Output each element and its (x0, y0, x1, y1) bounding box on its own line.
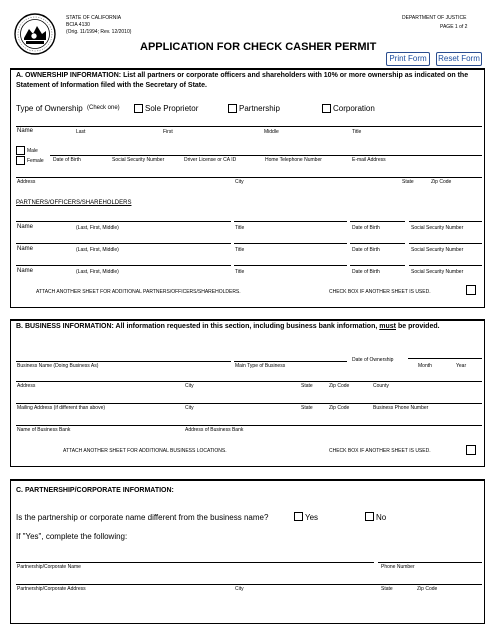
address-label: Address (17, 179, 36, 185)
business-state-label: State (301, 383, 313, 389)
mailing-address-line[interactable] (16, 403, 482, 404)
corp-phone-label: Phone Number (381, 564, 415, 570)
partner-1-name-label: Name (17, 224, 34, 230)
partner-1-dob-label: Date of Birth (352, 225, 380, 231)
business-address-label: Address (17, 383, 36, 389)
partner-3-dob-label: Date of Birth (352, 269, 380, 275)
section-a-heading: A. OWNERSHIP INFORMATION: List all partners or corporate officers and shareholders with 10% or more ownership as indicated on the Statement of Information filed with the Secretary of State. (16, 72, 469, 89)
main-type-label: Main Type of Business (235, 363, 286, 369)
first-label: First (163, 129, 173, 135)
header-form-id: BCIA 4130 (66, 22, 90, 28)
middle-label: Middle (264, 129, 279, 135)
partner-2-name-label: Name (17, 246, 34, 252)
section-b-heading (16, 322, 484, 332)
partnership-checkbox[interactable] (228, 104, 237, 113)
header-department: DEPARTMENT OF JUSTICE (402, 15, 467, 21)
business-name-line[interactable] (16, 361, 231, 362)
corp-name-label: Partnership/Corporate Name (17, 564, 81, 570)
partner-1-dob-line[interactable] (350, 221, 405, 222)
section-b-heading-pre: B. BUSINESS INFORMATION: All information requested in this section, including business bank information, (16, 323, 378, 330)
year-label: Year (456, 363, 467, 369)
partner-3-title-line[interactable] (234, 265, 347, 266)
another-sheet-a-checkbox[interactable] (466, 285, 476, 295)
partner-2-lfm-label: (Last, First, Middle) (76, 247, 119, 253)
sole-proprietor-checkbox[interactable] (134, 104, 143, 113)
corp-address-line[interactable] (16, 584, 482, 585)
partner-2-title-line[interactable] (234, 243, 347, 244)
business-county-label: County (373, 383, 389, 389)
partner-2-ssn-line[interactable] (409, 243, 482, 244)
corp-state-label: State (381, 586, 393, 592)
date-ownership-label: Date of Ownership (352, 357, 394, 363)
corp-phone-line[interactable] (378, 562, 482, 563)
email-label: E-mail Address (352, 157, 386, 163)
no-label: No (376, 513, 387, 522)
state-label: State (402, 179, 414, 185)
section-b-heading-post: be provided. (397, 323, 440, 330)
title-label: Title (352, 129, 362, 135)
address-line[interactable] (16, 177, 482, 178)
check-sheet-a-label: CHECK BOX IF ANOTHER SHEET IS USED. (329, 289, 431, 295)
partner-1-lfm-label: (Last, First, Middle) (76, 225, 119, 231)
male-label: Male (27, 148, 38, 154)
business-address-line[interactable] (16, 381, 482, 382)
header-page: PAGE 1 of 2 (440, 24, 468, 30)
partnership-label: Partnership (239, 104, 280, 113)
bank-line[interactable] (16, 425, 482, 426)
section-b-heading-must: must (379, 323, 396, 330)
partner-1-title-label: Title (235, 225, 245, 231)
header-state: STATE OF CALIFORNIA (66, 15, 122, 21)
partner-3-name-line[interactable] (16, 265, 231, 266)
date-ownership-line[interactable] (408, 358, 482, 359)
partner-3-ssn-line[interactable] (409, 265, 482, 266)
ssn-label: Social Security Number (112, 157, 165, 163)
partners-heading: PARTNERS/OFFICERS/SHAREHOLDERS (16, 200, 132, 206)
female-label: Female (27, 158, 44, 164)
name-line[interactable] (16, 126, 482, 127)
mailing-city-label: City (185, 405, 194, 411)
attach-partners-note: ATTACH ANOTHER SHEET FOR ADDITIONAL PARTNERS/OFFICERS/SHAREHOLDERS. (36, 289, 241, 295)
corporation-checkbox[interactable] (322, 104, 331, 113)
partner-3-dob-line[interactable] (350, 265, 405, 266)
corp-address-label: Partnership/Corporate Address (17, 586, 86, 592)
print-form-button[interactable]: Print Form (386, 52, 430, 66)
partner-3-lfm-label: (Last, First, Middle) (76, 269, 119, 275)
attach-locations-note: ATTACH ANOTHER SHEET FOR ADDITIONAL BUSINESS LOCATIONS. (63, 448, 227, 454)
check-sheet-b-label: CHECK BOX IF ANOTHER SHEET IS USED. (329, 448, 431, 454)
partner-2-dob-line[interactable] (350, 243, 405, 244)
partner-3-ssn-label: Social Security Number (411, 269, 464, 275)
header-orig: (Orig. 11/1994; Rev. 12/2010) (66, 29, 132, 35)
page-title: APPLICATION FOR CHECK CASHER PERMIT (140, 41, 377, 53)
personal-info-line[interactable] (50, 155, 482, 156)
partner-1-ssn-label: Social Security Number (411, 225, 464, 231)
state-seal (14, 13, 56, 55)
ownership-type-label: Type of Ownership (16, 104, 83, 113)
mailing-address-label: Mailing Address (if different than above) (17, 405, 106, 411)
reset-form-button[interactable]: Reset Form (436, 52, 482, 66)
yes-label: Yes (305, 513, 319, 522)
zip-label: Zip Code (431, 179, 452, 185)
bank-address-label: Address of Business Bank (185, 427, 244, 433)
section-c (10, 479, 485, 624)
partner-1-name-line[interactable] (16, 221, 231, 222)
dl-label: Driver License or CA ID (184, 157, 237, 163)
partner-2-dob-label: Date of Birth (352, 247, 380, 253)
home-phone-label: Home Telephone Number (265, 157, 322, 163)
male-checkbox[interactable] (16, 146, 25, 155)
check-one-hint: (Check one) (87, 105, 120, 111)
month-label: Month (418, 363, 432, 369)
partner-2-name-line[interactable] (16, 243, 231, 244)
corp-zip-label: Zip Code (417, 586, 438, 592)
yes-checkbox[interactable] (294, 512, 303, 521)
partner-3-name-label: Name (17, 268, 34, 274)
name-label: Name (17, 128, 34, 134)
mailing-zip-label: Zip Code (329, 405, 350, 411)
business-zip-label: Zip Code (329, 383, 350, 389)
corp-name-line[interactable] (16, 562, 374, 563)
if-yes-instruction: If "Yes", complete the following: (16, 532, 128, 541)
no-checkbox[interactable] (365, 512, 374, 521)
city-label: City (235, 179, 244, 185)
business-phone-label: Business Phone Number (373, 405, 429, 411)
another-sheet-b-checkbox[interactable] (466, 445, 476, 455)
bank-name-label: Name of Business Bank (17, 427, 71, 433)
sole-proprietor-label: Sole Proprietor (145, 104, 199, 113)
corp-city-label: City (235, 586, 244, 592)
partner-2-ssn-label: Social Security Number (411, 247, 464, 253)
partner-1-ssn-line[interactable] (409, 221, 482, 222)
section-c-heading: C. PARTNERSHIP/CORPORATE INFORMATION: (16, 487, 174, 494)
last-label: Last (76, 129, 86, 135)
section-b (10, 319, 485, 467)
partner-2-title-label: Title (235, 247, 245, 253)
business-name-label: Business Name (Doing Business As) (17, 363, 99, 369)
partner-1-title-line[interactable] (234, 221, 347, 222)
corporation-label: Corporation (333, 104, 375, 113)
female-checkbox[interactable] (16, 156, 25, 165)
business-type-line[interactable] (234, 361, 347, 362)
different-name-question: Is the partnership or corporate name different from the business name? (16, 513, 269, 522)
dob-label: Date of Birth (53, 157, 81, 163)
mailing-state-label: State (301, 405, 313, 411)
partner-3-title-label: Title (235, 269, 245, 275)
business-city-label: City (185, 383, 194, 389)
